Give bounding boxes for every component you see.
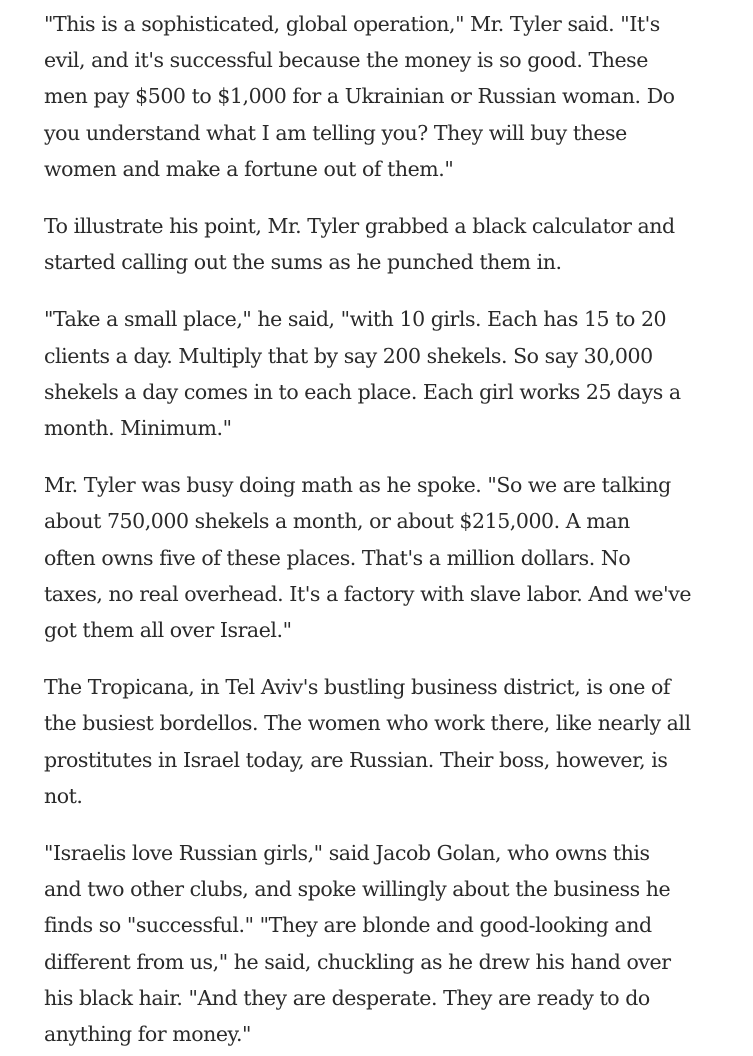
text-line: To illustrate his point, Mr. Tyler grabbed a black calculator and: [44, 214, 675, 239]
text-line: men pay $500 to $1,000 for a Ukrainian or Russian woman. Do: [44, 84, 675, 109]
paragraph-tyler-quote: [44, 6, 744, 187]
text-line: "This is a sophisticated, global operation," Mr. Tyler said. "It's: [44, 12, 660, 36]
text-line: often owns five of these places. That's a million dollars. No: [44, 545, 631, 570]
text-line: month. Minimum.": [44, 416, 232, 441]
text-line: Mr. Tyler was busy doing math as he spoke. "So we are talking: [44, 473, 671, 498]
text-line: anything for money.": [44, 1022, 252, 1047]
paragraph-golan-quote: [44, 835, 744, 1052]
text-line: "Israelis love Russian girls," said Jacob Golan, who owns this: [44, 841, 650, 866]
paragraph-math: [44, 467, 744, 648]
text-line: "Take a small place," he said, "with 10 girls. Each has 15 to 20: [44, 307, 667, 332]
text-line: The Tropicana, in Tel Aviv's bustling business district, is one of: [44, 675, 670, 700]
text-line: the busiest bordellos. The women who work there, like nearly all: [44, 711, 691, 736]
text-line: his black hair. "And they are desperate. They are ready to do: [44, 985, 650, 1010]
text-line: women and make a fortune out of them.": [44, 156, 454, 181]
paragraph-calculator: [44, 208, 744, 280]
text-line: taxes, no real overhead. It's a factory with slave labor. And we've: [44, 581, 692, 606]
text-line: clients a day. Multiply that by say 200 shekels. So say 30,000: [44, 343, 653, 368]
text-line: you understand what I am telling you? They will buy these: [44, 120, 627, 145]
text-line: started calling out the sums as he punched them in.: [44, 250, 562, 275]
text-line: about 750,000 shekels a month, or about $215,000. A man: [44, 509, 630, 534]
text-line: not.: [44, 783, 83, 808]
text-line: finds so "successful." "They are blonde and good-looking and: [44, 913, 652, 938]
paragraph-tropicana: [44, 669, 744, 814]
text-line: different from us," he said, chuckling as he drew his hand over: [44, 949, 671, 974]
text-line: got them all over Israel.": [44, 618, 292, 643]
paragraph-small-place: [44, 301, 744, 446]
text-line: shekels a day comes in to each place. Each girl works 25 days a: [44, 379, 681, 404]
article-body: [44, 6, 744, 1052]
text-line: evil, and it's successful because the money is so good. These: [44, 48, 648, 73]
text-line: prostitutes in Israel today, are Russian. Their boss, however, is: [44, 747, 668, 772]
text-line: and two other clubs, and spoke willingly about the business he: [44, 877, 671, 902]
